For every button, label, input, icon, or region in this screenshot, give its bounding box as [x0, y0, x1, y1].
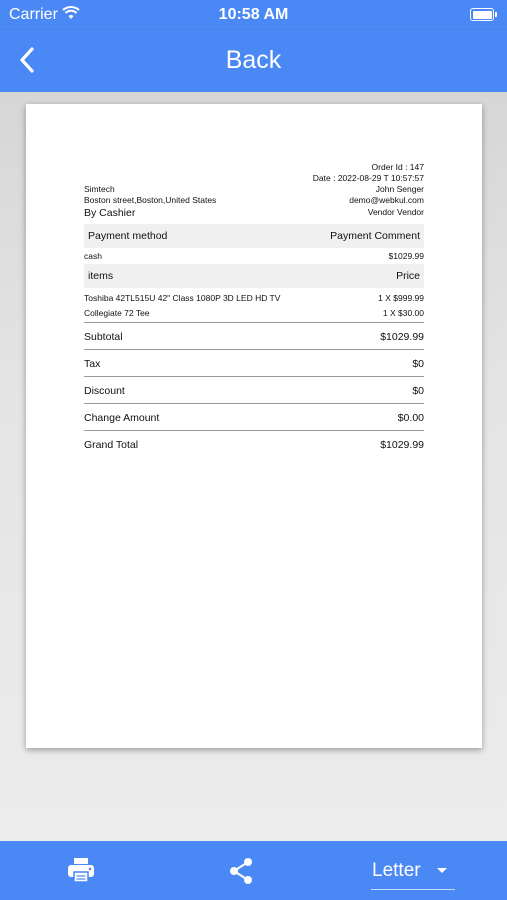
total-value: $1029.99: [380, 331, 424, 343]
total-value: $0: [412, 385, 424, 397]
total-label: Subtotal: [84, 331, 123, 343]
items-header: [84, 264, 424, 288]
order-id: Order Id : 147: [371, 162, 424, 172]
paper-size-value: Letter: [372, 860, 421, 881]
status-bar: [0, 0, 507, 30]
list-item: [84, 288, 424, 305]
total-label: Change Amount: [84, 412, 160, 424]
customer-email: demo@webkul.com: [349, 195, 424, 205]
dropdown-arrow-icon: [437, 868, 447, 873]
share-icon[interactable]: [228, 857, 254, 885]
list-item: [84, 305, 424, 323]
item-price: 1 X $999.99: [378, 293, 424, 303]
receipt-page: [26, 104, 482, 748]
cashier-label: By Cashier: [84, 207, 136, 219]
total-label: Tax: [84, 358, 101, 370]
store-address: Boston street,Boston,United States: [84, 195, 217, 205]
item-name: Collegiate 72 Tee: [84, 308, 150, 318]
total-label: Discount: [84, 385, 125, 397]
carrier-label: Carrier: [9, 6, 58, 23]
total-value: $1029.99: [380, 439, 424, 451]
items-header-label: items: [88, 270, 114, 282]
receipt-order-info: [84, 162, 424, 184]
receipt: [84, 162, 424, 457]
subtotal-row: [84, 323, 424, 350]
payment-method-value: cash: [84, 251, 102, 261]
store-name: Simtech: [84, 184, 115, 194]
payment-comment-header: Payment Comment: [330, 230, 420, 242]
total-label: Grand Total: [84, 439, 139, 451]
tax-row: [84, 350, 424, 377]
customer-name: John Senger: [375, 184, 424, 194]
total-value: $0: [412, 358, 424, 370]
payment-method-header: Payment method: [88, 230, 168, 242]
payment-amount-value: $1029.99: [388, 251, 424, 261]
grand-total-row: [84, 431, 424, 457]
order-date: Date : 2022-08-29 T 10:57:57: [312, 173, 424, 183]
payment-header: [84, 224, 424, 248]
vendor-name: Vendor Vendor: [367, 207, 424, 217]
paper-size-select[interactable]: [371, 857, 455, 890]
back-button[interactable]: Back: [225, 46, 282, 74]
item-name: Toshiba 42TL515U 42" Class 1080P 3D LED HD TV: [84, 293, 281, 303]
print-icon[interactable]: [67, 857, 95, 883]
navigation-bar: [0, 30, 507, 92]
clock: 10:58 AM: [218, 6, 289, 23]
change-amount-row: [84, 404, 424, 431]
item-price: 1 X $30.00: [382, 308, 424, 318]
bottom-toolbar: [0, 841, 507, 900]
discount-row: [84, 377, 424, 404]
price-header-label: Price: [396, 270, 420, 282]
total-value: $0.00: [397, 412, 424, 424]
battery-icon: [470, 8, 494, 21]
